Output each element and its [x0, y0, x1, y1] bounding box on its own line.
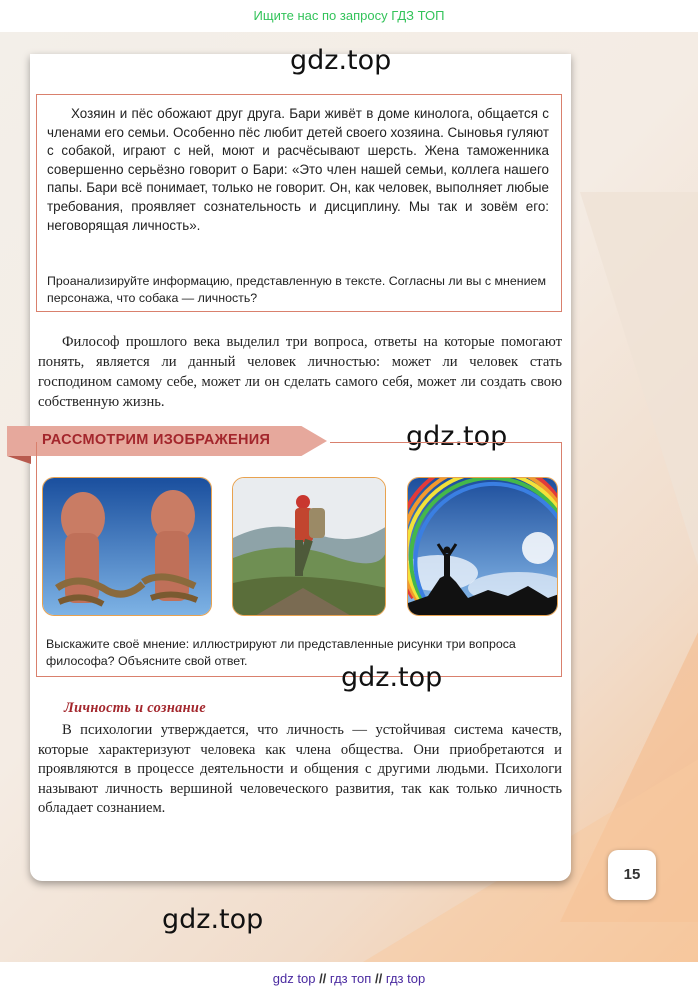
section-title: РАССМОТРИМ ИЗОБРАЖЕНИЯ — [42, 432, 271, 448]
case-question: Проанализируйте информацию, представленную в тексте. Согласны ли вы с мнением персонажа, что собака — личность? — [47, 274, 546, 305]
ribbon-fold — [7, 456, 31, 464]
images-question: Выскажите своё мнение: иллюстрируют ли представленные рисунки три вопроса философа? Объясните свой ответ. — [46, 637, 516, 668]
footer-links — [0, 962, 698, 997]
footer-separator: // — [319, 971, 327, 986]
watermark: gdz.top — [341, 662, 443, 693]
footer-link-3[interactable]: гдз top — [385, 971, 426, 986]
case-text: Хозяин и пёс обожают друг друга. Бари живёт в доме кинолога, общается с членами его семьи. Особенно пёс любит детей своего хозяина. Сыновья гуляют с собакой, играют с ней, моют и расчёсывают шерсть. Жена таможенника совершенно серьёзно говорит о Бари: «Это член нашей семьи, коллега нашего папы. Бари всё понимает, только не говорит. Он, как человек, выполняет любые требования, проявляет сознательность и дисциплину. Мы так и зовём его: неговорящая личность». — [47, 106, 549, 233]
watermark: gdz.top — [406, 421, 508, 452]
watermark: gdz.top — [162, 904, 264, 935]
picture-rainbow — [407, 477, 558, 616]
footer-link-2[interactable]: гдз топ — [329, 971, 372, 986]
footer-link-1[interactable]: gdz top — [272, 971, 316, 986]
personality-paragraph: В психологии утверждается, что личность — устойчивая система качеств, которые характеризуют человека как члена общества. Они приобретаются и проявляются в процессе деятельности и общения с другими людьми. Психологи называют личность вершиной человеческого развития, так как только личность обладает сознанием. — [38, 722, 562, 817]
picture-hiker — [232, 477, 386, 616]
picture-broken-rope — [42, 477, 212, 616]
watermark: gdz.top — [290, 45, 392, 76]
bg-shape — [580, 192, 698, 572]
philosopher-paragraph: Философ прошлого века выделил три вопроса, ответы на которые помогают понять, является ли данный человек личностью: может ли человек стать господином самому себе, может ли он сделать самого себя, может ли создать свою собственную жизнь. — [38, 334, 562, 410]
hiker-illustration — [233, 478, 386, 616]
footer-separator: // — [374, 971, 383, 986]
broken-rope-illustration — [43, 478, 212, 616]
top-banner[interactable]: Ищите нас по запросу ГДЗ ТОП — [0, 0, 698, 32]
page-background — [0, 32, 698, 962]
subheading-personality: Личность и сознание — [64, 700, 206, 716]
rainbow-illustration — [408, 478, 558, 616]
page-number: 15 — [608, 850, 656, 900]
case-box — [36, 94, 562, 312]
